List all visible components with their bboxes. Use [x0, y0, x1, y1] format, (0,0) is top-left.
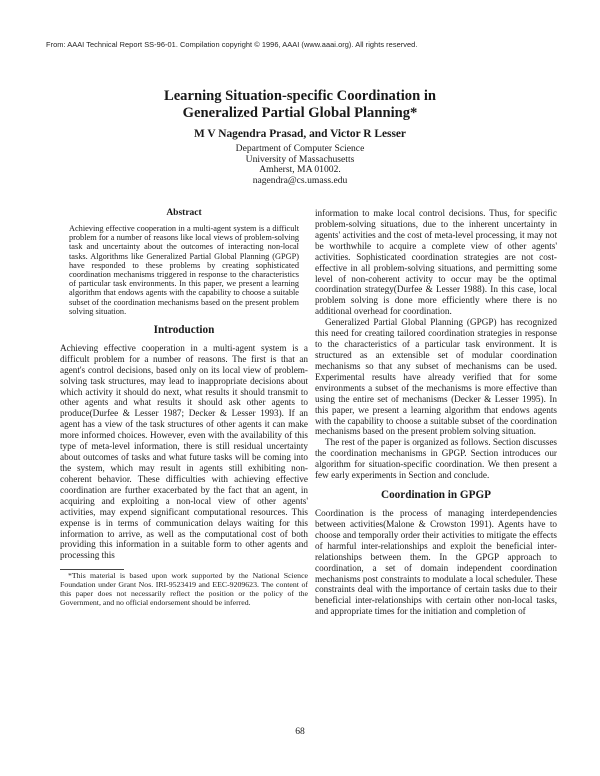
left-column	[60, 208, 308, 608]
title-line-2: Generalized Partial Global Planning*	[182, 105, 418, 121]
page-number: 68	[295, 726, 305, 737]
university: University of Massachusetts	[245, 153, 355, 165]
introduction-paragraph: Achieving effective cooperation in a multi-agent system is a difficult problem for a number of reasons. The first is that an agent's control decisions, based only on its local view of problem-solving task structures, may lead to inappropriate decisions about which activity it should do next, what results it should transmit to other agents and what results it should ask other agents to produce(Durfee & Lesser 1987; Decker & Lesser 1993). If an agent has a view of the task structures of other agents it can make more informed choices. However, even with the availability of this type of meta-level information, there is still residual uncertainty about outcomes of tasks and what future tasks will be coming into the system, which may result in agents still exhibiting non-coherent behavior. These difficulties with achieving effective coordination are further exacerbated by the fact that an agent, in acquiring and exploiting a non-local view of other agents' activities, may expend significant computational resources. This expense is in terms of communication delays waiting for this information to arrive, as well as the computational cost of both providing this information in a suitable form to other agents and processing this	[60, 342, 308, 561]
introduction-heading: Introduction	[153, 323, 215, 336]
department: Department of Computer Science	[235, 143, 365, 154]
right-paragraph-2: Generalized Partial Global Planning (GPGP) has recognized this need for creating tailored coordination strategies in response to the characteristics of a particular task environment. It is structured as an extensible set of modular coordination mechanisms so that any subset of mechanisms can be used. Experimental results have already verified that for some environments a subset of the mechanisms is more effective than using the entire set of mechanisms (Decker & Lesser 1995). In this paper, we present a learning algorithm that endows agents with the capability to choose a suitable subset of the coordination mechanisms based on the present problem solving situation.	[315, 317, 557, 437]
right-paragraph-1: information to make local control decisions. Thus, for specific problem-solving situations, due to the inherent uncertainty in agents' activities and the cost of meta-level processing, it may not be worthwhile to acquire a complete view of other agents' activities. Sophisticated coordination strategies are not cost-effective in all problem-solving situations, and permitting some level of non-coherent activity to occur may be the optimal coordination strategy(Durfee & Lesser 1988). In this case, local problem solving is done more efficiently where there is no additional overhead for coordination.	[315, 208, 557, 317]
paper-title	[0, 88, 600, 122]
footnote-rule	[60, 569, 124, 570]
footnote: *This material is based upon work supported by the National Science Foundation under Grant Nos. IRI-9523419 and EEC-9209623. The content of this paper does not necessarily reflect the position or the policy of the Government, and no official endorsement should be inferred.	[60, 571, 308, 607]
copyright-header: From: AAAI Technical Report SS-96-01. Compilation copyright © 1996, AAAI (www.aaai.org). All rights reserved.	[46, 40, 418, 49]
abstract-text: Achieving effective cooperation in a multi-agent system is a difficult problem for a number of reasons like local views of problem-solving task and uncertainty about the outcomes of interacting non-local tasks. Algorithms like Generalized Partial Global Planning (GPGP) have responded to these problems by creating sophisticated coordination mechanisms triggered in response to the characteristics of particular task environments. In this paper, we present a learning algorithm that endows agents with the capability to choose a suitable subset of the coordination mechanisms based on the present problem solving situation.	[69, 223, 299, 316]
right-column	[315, 208, 557, 617]
affiliation	[0, 144, 600, 186]
location: Amherst, MA 01002.	[259, 164, 341, 176]
right-paragraph-3: The rest of the paper is organized as follows. Section discusses the coordination mechanisms in GPGP. Section introduces our algorithm for situation-specific coordination. We then present a few early experiments in Section and conclude.	[315, 437, 557, 481]
coordination-heading: Coordination in GPGP	[380, 489, 492, 502]
right-paragraph-4: Coordination is the process of managing interdependencies between activities(Malone & Crowston 1991). Agents have to choose and temporally order their activities to mitigate the effects of harmful inter-relationships and exploit the beneficial inter-relationships between them. In the GPGP approach to coordination, a set of domain independent coordination mechanisms post constraints to modulate a local scheduler. These constraints deal with the importance of certain tasks due to their beneficial inter-relationships with certain other non-local tasks, and appropriate times for the initiation and completion of	[315, 507, 557, 617]
email: nagendra@cs.umass.edu	[252, 174, 348, 186]
abstract-heading: Abstract	[166, 208, 202, 218]
authors: M V Nagendra Prasad, and Victor R Lesser	[194, 128, 406, 140]
title-line-1: Learning Situation-specific Coordination in	[163, 88, 437, 104]
